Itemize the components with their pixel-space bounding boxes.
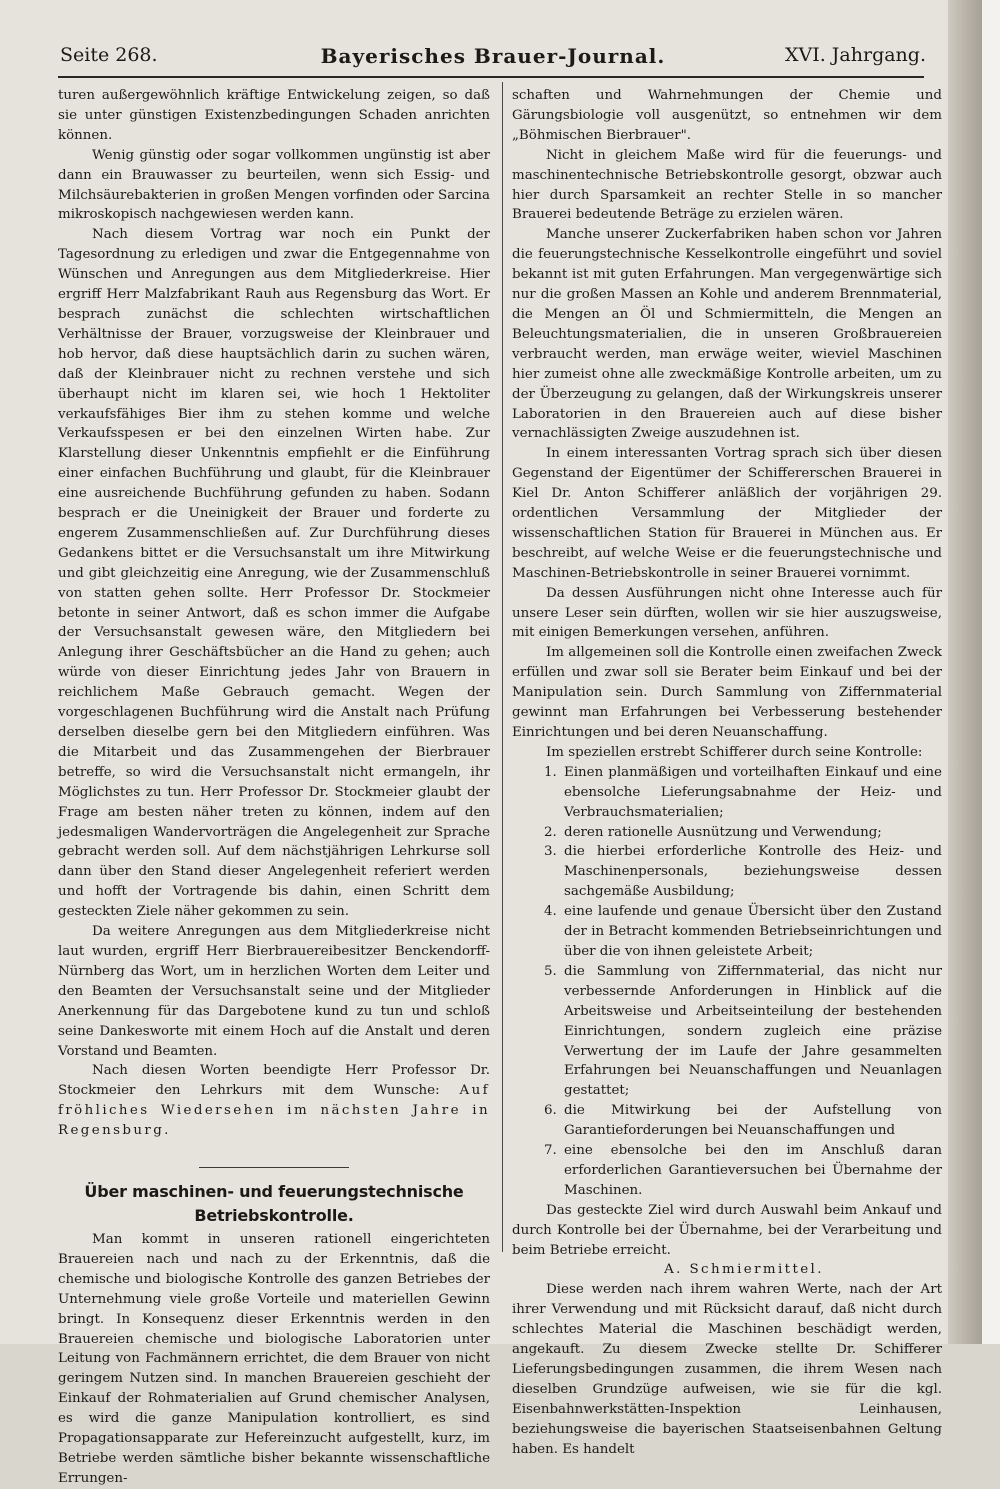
- paragraph: Wenig günstig oder sogar vollkommen ungünstig ist aber dann ein Brauwasser zu beurteilen, wenn sich Essig- und Milchsäurebakterien in großen Mengen vorfinden oder Sarcina mikroskopisch nachgewiesen werden kann.: [58, 147, 490, 223]
- volume-label: XVI. Jahrgang.: [784, 44, 926, 66]
- page-edge: [982, 0, 1000, 1344]
- list-number: 7.: [544, 1143, 557, 1159]
- paragraph: Nach diesem Vortrag war noch ein Punkt der Tagesordnung zu erledigen und zwar die Entgegennahme von Wünschen und Anregungen aus dem Mitgliederkreise. Hier ergriff Herr Malzfabrikant Rauh aus Regensburg das Wort. Er besprach zunächst die schlechten wirtschaftlichen Verhältnisse der Brauer, vorzugsweise der Kleinbrauer und hob hervor, daß diese hauptsächlich darin zu suchen wären, daß der Kleinbrauer nicht zu rechnen verstehe und sich überhaupt nicht im klaren sei, wie hoch 1 Hektoliter verkaufsfähiges Bier ihm zu stehen komme und welche Verkaufsspesen er bei den einzelnen Wirten habe. Zur Klarstellung dieser Unkenntnis empfiehlt er die Einführung einer einfachen Buchführung und glaubt, für die Kleinbrauer eine ausreichende Buchführung gefunden zu haben. Sodann besprach er die Uneinigkeit der Brauer und forderte zu engerem Zusammenschließen auf. Zur Durchführung dieses Gedankens bittet er die Versuchsanstalt um ihre Mitwirkung und gibt gleichzeitig eine Anregung, wie der Zusammenschluß von statten gehen sollte. Herr Professor Dr. Stockmeier betonte in seiner Antwort, daß es schon immer die Aufgabe der Versuchsanstalt gewesen wäre, den Mitgliedern bei Anlegung ihrer Geschäftsbücher an die Hand zu gehen; auch würde von dieser Einrichtung jedes Jahr von Brauern in reichlichem Maße Gebrauch gemacht. Wegen der vorgeschlagenen Buchführung wird die Anstalt nach Prüfung derselben dieselbe gern bei den Mitgliedern einführen. Was die Mitarbeit und das Zusammengehen der Bierbrauer betreffe, so wird die Versuchsanstalt nicht ermangeln, ihr Möglichstes zu tun. Herr Professor Dr. Stockmeier glaubt der Frage am besten näher treten zu können, indem auf den jedesmaligen Wandervorträgen die Angelegenheit zur Sprache gebracht werden soll. Auf dem nächstjährigen Lehrkurse soll dann über den Stand dieser Angelegenheit referiert werden und hofft der Vortragende bis dahin, einen Schritt dem gesteckten Ziele näher gekommen zu sein.: [58, 227, 490, 920]
- list-item: [512, 842, 942, 902]
- paragraph: Da dessen Ausführungen nicht ohne Interesse auch für unsere Leser sein dürften, wollen wir sie hier auszugsweise, mit einigen Bemerkungen versehen, anführen.: [512, 585, 942, 641]
- header-rule: [58, 76, 924, 78]
- list-text: die Mitwirkung bei der Aufstellung von Garantieforderungen bei Neuanschaffungen und: [564, 1103, 942, 1139]
- right-column: [512, 86, 942, 1460]
- paragraph: Im allgemeinen soll die Kontrolle einen zweifachen Zweck erfüllen und zwar soll sie Berater beim Einkauf und bei der Manipulation sein. Durch Sammlung von Ziffernmaterial gewinnt man Erfahrungen bei Verbesserung bestehender Einrichtungen und bei deren Neuanschaffung.: [512, 645, 942, 740]
- objectives-list: [512, 763, 942, 1201]
- list-item: [512, 823, 942, 843]
- paragraph: turen außergewöhnlich kräftige Entwickelung zeigen, so daß sie unter günstigen Existenzbedingungen Schaden anrichten können.: [58, 88, 490, 143]
- list-text: Einen planmäßigen und vorteilhaften Einkauf und eine ebensolche Lieferungsabnahme der Heiz- und Verbrauchsmaterialien;: [564, 764, 942, 820]
- list-number: 1.: [544, 764, 557, 780]
- spaced-text: Auf fröhliches Wiedersehen im nächsten Jahre in Regensburg.: [58, 1083, 490, 1139]
- paragraph: Da weitere Anregungen aus dem Mitgliederkreise nicht laut wurden, ergriff Herr Bierbrauereibesitzer Benckendorff-Nürnberg das Wort, um in herzlichen Worten dem Leiter und den Beamten der Versuchsanstalt seine und der Mitglieder Anerkennung für das Dargebotene kund zu tun und schloß seine Dankesworte mit einem Hoch auf die Anstalt und deren Vorstand und Beamten.: [58, 924, 490, 1059]
- paragraph: Im speziellen erstrebt Schifferer durch seine Kontrolle:: [546, 744, 923, 760]
- paragraph: schaften und Wahrnehmungen der Chemie und Gärungsbiologie voll ausgenützt, so entnehmen wir dem „Böhmischen Bierbrauer".: [512, 88, 942, 143]
- column-divider: [502, 82, 503, 1252]
- list-number: 3.: [544, 844, 557, 860]
- subsection-heading-text: A. Schmiermittel.: [664, 1262, 824, 1278]
- paragraph: Das gesteckte Ziel wird durch Auswahl beim Ankauf und durch Kontrolle bei der Übernahme, bei der Verarbeitung und beim Betriebe erreicht.: [512, 1202, 942, 1258]
- list-item: [512, 1101, 942, 1141]
- paragraph: Diese werden nach ihrem wahren Werte, nach der Art ihrer Verwendung und mit Rücksicht darauf, daß nicht durch schlechtes Material die Maschinen beschädigt werden, angekauft. Zu diesem Zwecke stellte Dr. Schifferer Lieferungsbedingungen zusammen, die ihrem Wesen nach dieselben Grundzüge aufweisen, wie sie für die kgl. Eisenbahnwerkstätten-Inspektion Leinhausen, beziehungsweise die bayerischen Staatseisenbahnen Geltung haben. Es handelt: [512, 1282, 942, 1457]
- list-item: [512, 902, 942, 962]
- list-item: [512, 763, 942, 823]
- page-number: Seite 268.: [60, 44, 158, 66]
- list-number: 4.: [544, 904, 557, 920]
- list-number: 5.: [544, 963, 557, 979]
- paragraph: [58, 1061, 490, 1141]
- journal-title: Bayerisches Brauer-Journal.: [320, 44, 666, 68]
- paragraph: Nicht in gleichem Maße wird für die feuerungs- und maschinentechnische Betriebskontrolle gesorgt, obzwar auch hier durch Sparsamkeit an rechter Stelle in so mancher Brauerei bedeutende Beträge zu erzielen wären.: [512, 147, 942, 223]
- paragraph: Man kommt in unseren rationell eingerichteten Brauereien nach und nach zu der Erkenntnis, daß die chemische und biologische Kontrolle des ganzen Betriebes der Unternehmung viele große Vorteile und materiellen Gewinn bringt. In Konsequenz dieser Erkenntnis werden in den Brauereien chemische und biologische Laboratorien unter Leitung von Fachmännern errichtet, die dem Brauer von nicht geringem Nutzen sind. In manchen Brauereien geschieht der Einkauf der Rohmaterialien auf Grund chemischer Analysen, es wird die ganze Manipulation kontrolliert, es sind Propagationsapparate zur Hefereinzucht aufgestellt, kurz, im Betriebe werden sämtliche bisher bekannte wissenschaftliche Errungen-: [58, 1232, 490, 1486]
- left-column: [58, 86, 490, 1489]
- list-text: deren rationelle Ausnützung und Verwendung;: [564, 824, 882, 840]
- section-title: Über maschinen- und feuerungstechnische Betriebskontrolle.: [84, 1182, 464, 1226]
- list-text: die Sammlung von Ziffernmaterial, das nicht nur verbessernde Anforderungen in Hinblick auf die Arbeitsweise und Arbeitseinteilung der bestehenden Einrichtungen, sondern zugleich eine präzise Verwertung der im Laufe der Jahre gesammelten Erfahrungen bei Neuanschaffungen und Neuanlagen gestattet;: [564, 963, 942, 1099]
- list-number: 2.: [544, 824, 557, 840]
- list-text: die hierbei erforderliche Kontrolle des Heiz- und Maschinenpersonals, beziehungsweise dessen sachgemäße Ausbildung;: [564, 844, 942, 900]
- page-header: [60, 44, 926, 74]
- paragraph: Manche unserer Zuckerfabriken haben schon vor Jahren die feuerungstechnische Kesselkontrolle eingeführt und soviel bekannt ist mit guten Erfahrungen. Man vergegenwärtige sich nur die großen Massen an Kohle und anderem Brennmaterial, die Mengen an Öl und Schmiermitteln, die Mengen an Beleuchtungsmaterialien, die in unseren Großbrauereien verbraucht werden, man erwäge weiter, wieviel Maschinen hier zumeist ohne alle zweckmäßige Kontrolle arbeiten, um zu der Überzeugung zu gelangen, daß der Wirkungskreis unserer Laboratorien in den Brauereien auch auf diese bisher vernachlässigten Zweige auszudehnen ist.: [512, 227, 942, 442]
- subsection-heading: [512, 1260, 942, 1280]
- paragraph-text: Nach diesen Worten beendigte Herr Professor Dr. Stockmeier den Lehrkurs mit dem Wunsche:: [58, 1063, 490, 1099]
- list-number: 6.: [544, 1103, 557, 1119]
- section-separator: [199, 1167, 349, 1168]
- list-item: [512, 1141, 942, 1201]
- paragraph: In einem interessanten Vortrag sprach sich über diesen Gegenstand der Eigentümer der Schiffererschen Brauerei in Kiel Dr. Anton Schifferer anläßlich der vorjährigen 29. ordentlichen Versammlung der Mitglieder der wissenschaftlichen Station für Brauerei in München aus. Er beschreibt, auf welche Weise er die feuerungstechnische und Maschinen-Betriebskontrolle in seiner Brauerei vornimmt.: [512, 446, 942, 581]
- list-item: [512, 962, 942, 1101]
- list-text: eine laufende und genaue Übersicht über den Zustand der in Betracht kommenden Betriebseinrichtungen und über die von ihnen geleistete Arbeit;: [564, 904, 942, 959]
- list-text: eine ebensolche bei den im Anschluß daran erforderlichen Garantieversuchen bei Übernahme der Maschinen.: [564, 1143, 942, 1198]
